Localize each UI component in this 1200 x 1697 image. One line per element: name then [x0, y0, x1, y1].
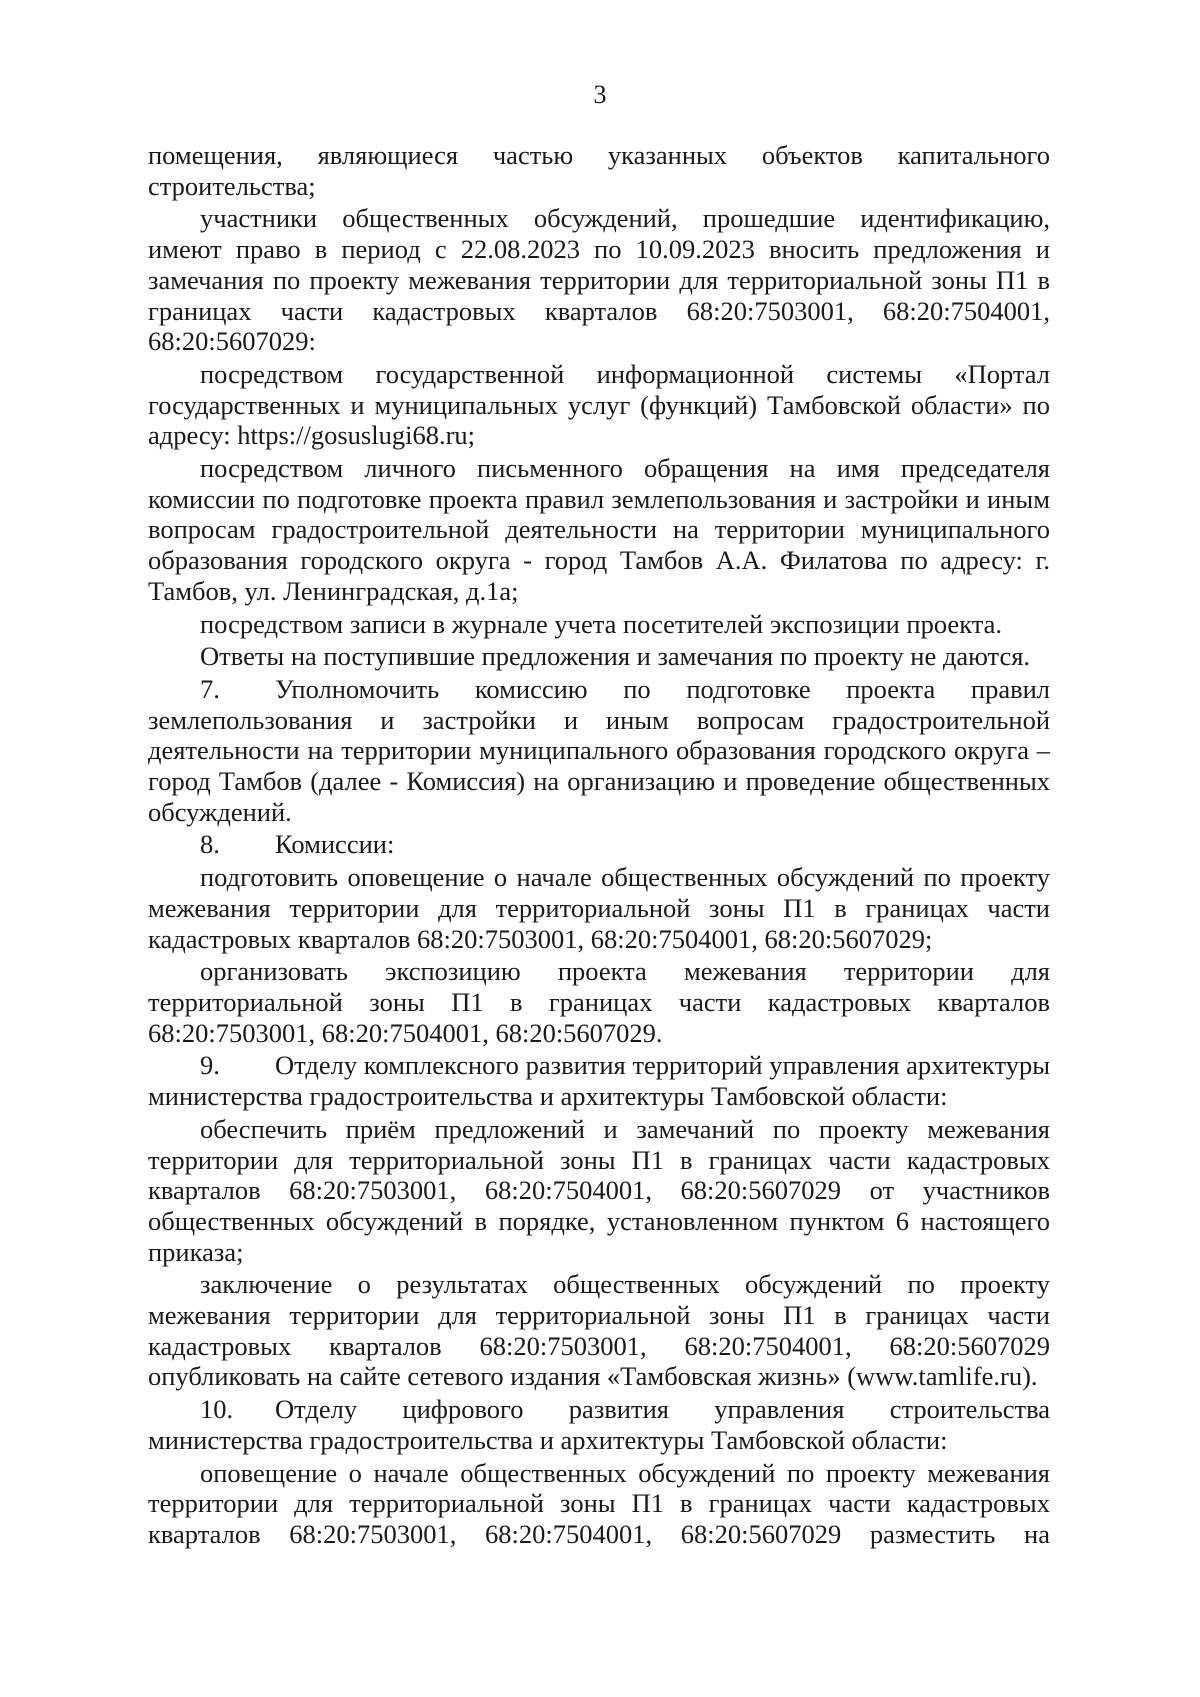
paragraph-text: обеспечить приём предложений и замечаний по проекту межевания территории для территориальной зоны П1 в границах части кадастровых кварталов 68:20:7503001, 68:20:7504001, 68:20:5607029 от участников общественных обсуждений в порядке, установленном пунктом 6 настоящего приказа;	[148, 1113, 1050, 1267]
paragraph	[148, 829, 1050, 860]
paragraph	[148, 641, 1050, 672]
paragraph-text: подготовить оповещение о начале общественных обсуждений по проекту межевания территории для территориальной зоны П1 в границах части кадастровых кварталов 68:20:7503001, 68:20:7504001, 68:20:5607029;	[148, 862, 1050, 954]
paragraph	[148, 1458, 1050, 1550]
paragraph-text: Уполномочить комиссию по подготовке проекта правил землепользования и застройки и иным вопросам градостроительной деятельности на территории муниципального образования городского округа – город Тамбов (далее - Комиссия) на организацию и проведение общественных обсуждений.	[148, 673, 1050, 827]
item-number: 7.	[200, 673, 220, 704]
paragraph-text: Отделу цифрового развития управления строительства министерства градостроительства и архитектуры Тамбовской области:	[148, 1394, 1050, 1455]
paragraph-text: организовать экспозицию проекта межевания территории для территориальной зоны П1 в границах части кадастровых кварталов 68:20:7503001, 68:20:7504001, 68:20:5607029.	[148, 956, 1050, 1048]
paragraph	[148, 956, 1050, 1048]
document-body	[148, 140, 1050, 1550]
paragraph	[148, 1394, 1050, 1455]
paragraph-text: посредством личного письменного обращения на имя председателя комиссии по подготовке проекта правил землепользования и застройки и иным вопросам градостроительной деятельности на территории муниципального образования городского округа - город Тамбов А.А. Филатова по адресу: г. Тамбов, ул. Ленинградская, д.1а;	[148, 453, 1050, 606]
paragraph	[148, 1269, 1050, 1392]
page-number: 3	[593, 80, 607, 109]
paragraph	[148, 609, 1050, 640]
paragraph-text: посредством государственной информационной системы «Портал государственных и муниципальных услуг (функций) Тамбовской области» по адресу: https://gosuslugi68.ru;	[148, 358, 1050, 451]
paragraph	[148, 1050, 1050, 1111]
item-number: 10.	[200, 1394, 234, 1425]
paragraph-text: заключение о результатах общественных обсуждений по проекту межевания территории для территориальной зоны П1 в границах части кадастровых кварталов 68:20:7503001, 68:20:7504001, 68:20:5607029 опубликовать на сайте сетевого издания «Тамбовская жизнь» (www.tamlife.ru).	[148, 1269, 1050, 1392]
paragraph-text: оповещение о начале общественных обсуждений по проекту межевания территории для территориальной зоны П1 в границах части кадастровых кварталов 68:20:7503001, 68:20:7504001, 68:20:5607029 разместить на	[148, 1457, 1050, 1549]
paragraph-text: помещения, являющиеся частью указанных объектов капитального строительства;	[148, 140, 1050, 201]
paragraph-text: Ответы на поступившие предложения и замечания по проекту не даются.	[200, 641, 1031, 672]
paragraph-text: посредством записи в журнале учета посетителей экспозиции проекта.	[200, 608, 1003, 639]
paragraph	[148, 1114, 1050, 1268]
paragraph	[148, 359, 1050, 451]
item-number: 8.	[200, 829, 220, 860]
item-number: 9.	[200, 1050, 220, 1081]
paragraph	[148, 674, 1050, 828]
paragraph-text: участники общественных обсуждений, прошедшие идентификацию, имеют право в период с 22.08.2023 по 10.09.2023 вносить предложения и замечания по проекту межевания территории для территориальной зоны П1 в границах части кадастровых кварталов 68:20:7503001, 68:20:7504001, 68:20:5607029:	[148, 203, 1050, 357]
paragraph-text: Отделу комплексного развития территорий управления архитектуры министерства градостроительства и архитектуры Тамбовской области:	[148, 1050, 1050, 1112]
paragraph-text: Комиссии:	[275, 829, 395, 860]
paragraph	[148, 862, 1050, 954]
paragraph	[148, 453, 1050, 607]
paragraph	[148, 203, 1050, 357]
paragraph	[148, 140, 1050, 201]
